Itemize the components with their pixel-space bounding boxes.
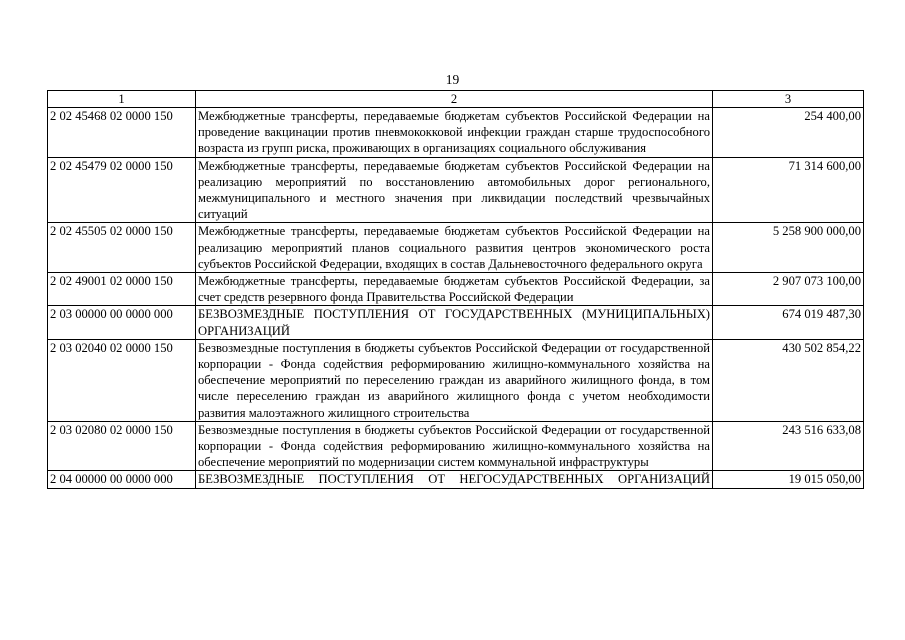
item-description: Межбюджетные трансферты, передаваемые бюджетам субъектов Российской Федерации на реализацию мероприятий планов социального развития центров экономического роста субъектов Российской Федерации, входящих в состав Дальневосточного федерального округа	[196, 223, 713, 273]
amount: 254 400,00	[713, 108, 864, 158]
amount: 2 907 073 100,00	[713, 273, 864, 306]
item-description: Межбюджетные трансферты, передаваемые бюджетам субъектов Российской Федерации, за счет средств резервного фонда Правительства Российской Федерации	[196, 273, 713, 306]
table-header-row	[48, 91, 864, 108]
item-description: Межбюджетные трансферты, передаваемые бюджетам субъектов Российской Федерации на проведение вакцинации против пневмококковой инфекции граждан старше трудоспособного возраста из групп риска, проживающих в организациях социального обслуживания	[196, 108, 713, 158]
amount: 71 314 600,00	[713, 157, 864, 223]
page-number: 19	[445, 72, 460, 87]
item-description: Межбюджетные трансферты, передаваемые бюджетам субъектов Российской Федерации на реализацию мероприятий по восстановлению автомобильных дорог регионального, межмуниципального и местного значения при ликвидации последствий чрезвычайных ситуаций	[196, 157, 713, 223]
table-row	[48, 306, 864, 339]
table-row	[48, 339, 864, 421]
item-description: БЕЗВОЗМЕЗДНЫЕ ПОСТУПЛЕНИЯ ОТ НЕГОСУДАРСТВЕННЫХ ОРГАНИЗАЦИЙ	[196, 471, 713, 488]
amount: 243 516 633,08	[713, 421, 864, 471]
budget-code: 2 02 45468 02 0000 150	[48, 108, 196, 158]
table-row	[48, 223, 864, 273]
column-header-code: 1	[48, 91, 196, 108]
column-header-description: 2	[196, 91, 713, 108]
amount: 5 258 900 000,00	[713, 223, 864, 273]
budget-code: 2 03 02040 02 0000 150	[48, 339, 196, 421]
amount: 674 019 487,30	[713, 306, 864, 339]
item-description: Безвозмездные поступления в бюджеты субъектов Российской Федерации от государственной корпорации - Фонда содействия реформированию жилищно-коммунального хозяйства на обеспечение мероприятий по переселению граждан из аварийного жилищного фонда, в том числе переселению граждан из аварийного жилищного фонда с учетом необходимости развития малоэтажного жилищного строительства	[196, 339, 713, 421]
item-description: Безвозмездные поступления в бюджеты субъектов Российской Федерации от государственной корпорации - Фонда содействия реформированию жилищно-коммунального хозяйства на обеспечение мероприятий по модернизации систем коммунальной инфраструктуры	[196, 421, 713, 471]
revenue-table	[47, 90, 864, 489]
item-description: БЕЗВОЗМЕЗДНЫЕ ПОСТУПЛЕНИЯ ОТ ГОСУДАРСТВЕННЫХ (МУНИЦИПАЛЬНЫХ) ОРГАНИЗАЦИЙ	[196, 306, 713, 339]
budget-code: 2 04 00000 00 0000 000	[48, 471, 196, 488]
table-row	[48, 273, 864, 306]
amount: 430 502 854,22	[713, 339, 864, 421]
table-row	[48, 108, 864, 158]
table-row	[48, 157, 864, 223]
table-row	[48, 471, 864, 488]
budget-code: 2 02 49001 02 0000 150	[48, 273, 196, 306]
table-row	[48, 421, 864, 471]
budget-code: 2 02 45505 02 0000 150	[48, 223, 196, 273]
amount: 19 015 050,00	[713, 471, 864, 488]
budget-code: 2 02 45479 02 0000 150	[48, 157, 196, 223]
budget-code: 2 03 00000 00 0000 000	[48, 306, 196, 339]
budget-code: 2 03 02080 02 0000 150	[48, 421, 196, 471]
column-header-amount: 3	[713, 91, 864, 108]
